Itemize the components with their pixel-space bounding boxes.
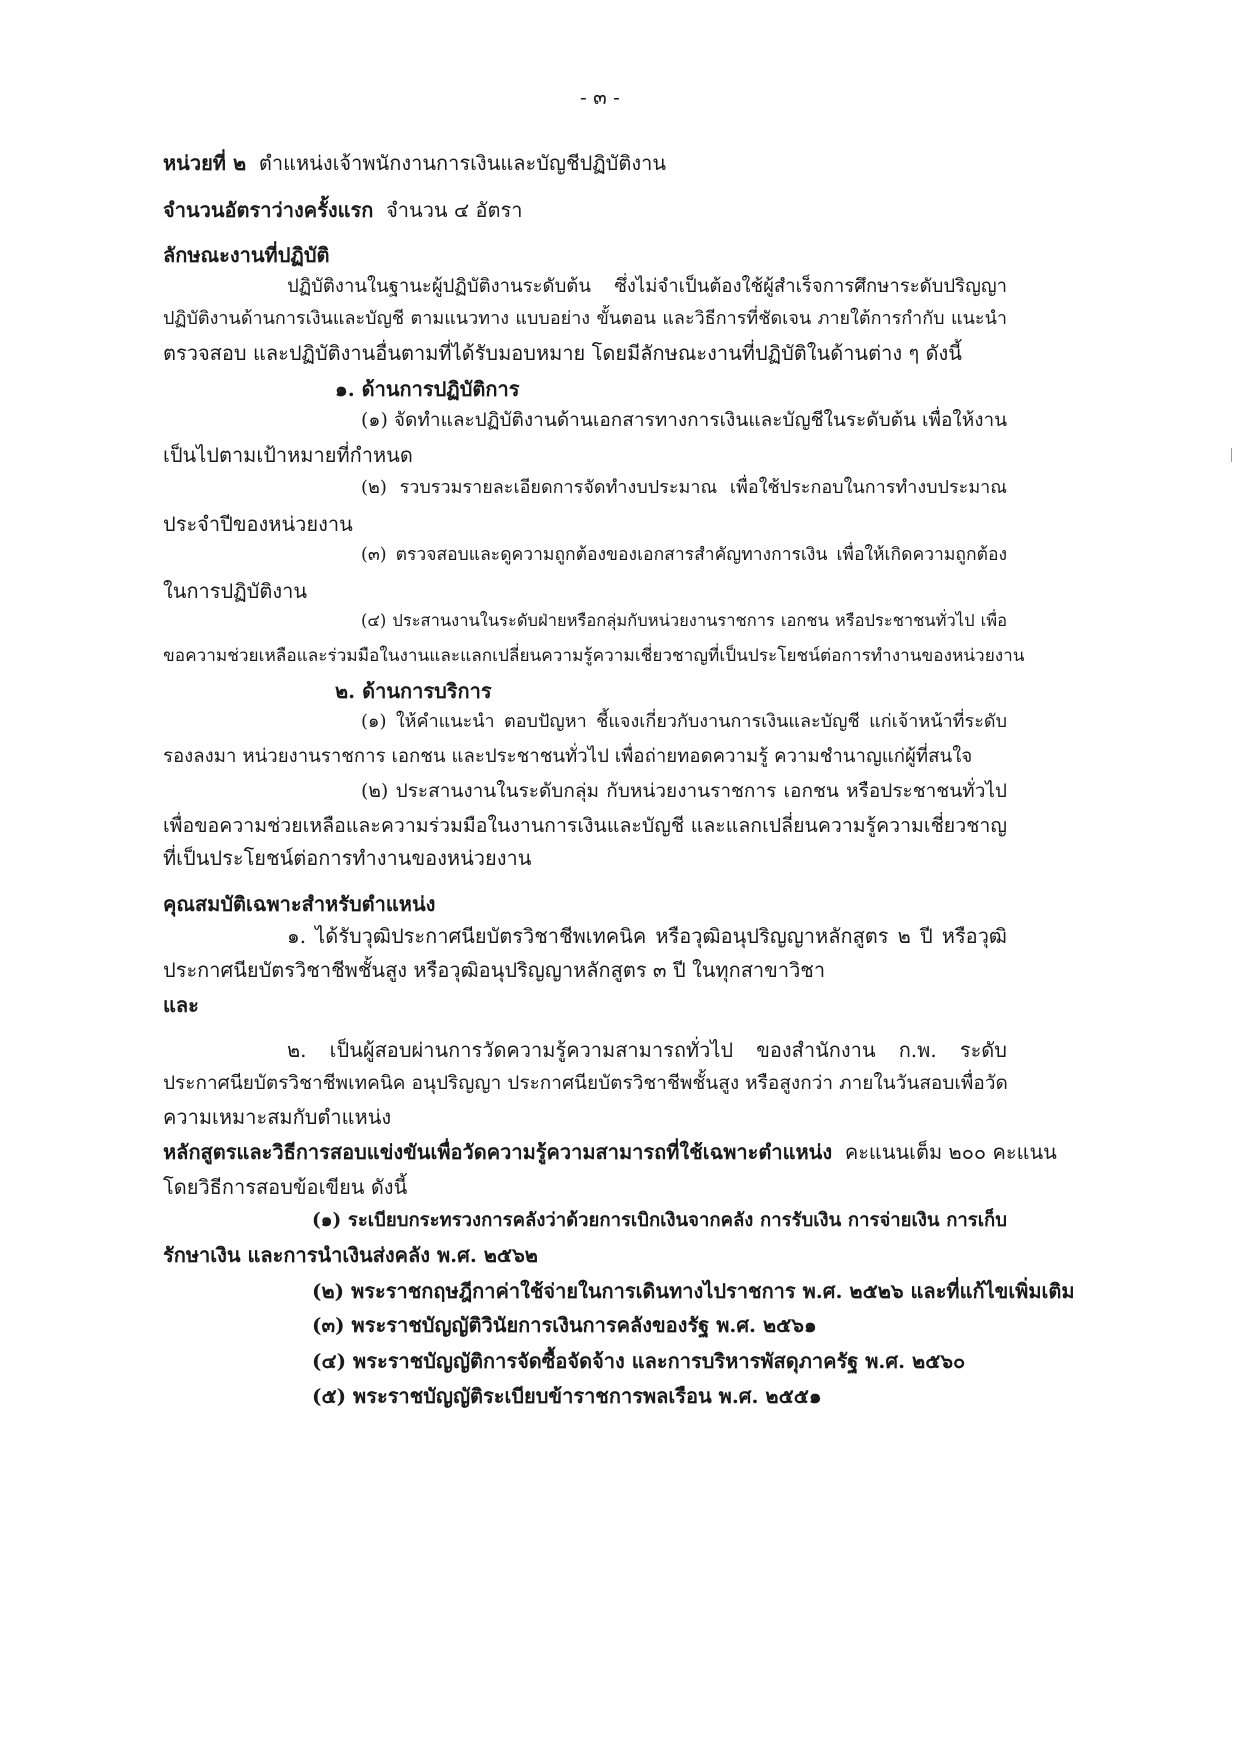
operations-item-cont: ขอความช่วยเหลือและร่วมมือในงานและแลกเปลี่ยนความรู้ความเชี่ยวชาญที่เป็นประโยชน์ต่อการทำงานของหน่วยงาน [163, 646, 1025, 666]
scan-edge-mark [1231, 448, 1232, 462]
exam-heading-score: คะแนนเต็ม ๒๐๐ คะแนน [844, 1140, 1057, 1164]
duties-intro-line: ปฏิบัติงานในฐานะผู้ปฏิบัติงานระดับต้น ซึ่งไม่จำเป็นต้องใช้ผู้สำเร็จการศึกษาระดับปริญญา [287, 276, 1007, 297]
qualification-item: ๒. เป็นผู้สอบผ่านการวัดความรู้ความสามารถทั่วไป ของสำนักงาน ก.พ. ระดับ [287, 1038, 1007, 1062]
and-connector: และ [163, 993, 199, 1017]
unit-heading [163, 148, 666, 178]
services-item: (๒) ประสานงานในระดับกลุ่ม กับหน่วยงานราชการ เอกชน หรือประชาชนทั่วไป [361, 780, 1007, 802]
operations-item: (๓) ตรวจสอบและดูความถูกต้องของเอกสารสำคัญทางการเงิน เพื่อให้เกิดความถูกต้อง [361, 545, 1007, 565]
services-item-cont: รองลงมา หน่วยงานราชการ เอกชน และประชาชนทั่วไป เพื่อถ่ายทอดความรู้ ความชำนาญแก่ผู้ที่สนใจ [163, 746, 973, 767]
operations-item: (๔) ประสานงานในระดับฝ่ายหรือกลุ่มกับหน่วยงานราชการ เอกชน หรือประชาชนทั่วไป เพื่อ [361, 611, 1007, 630]
exam-heading [163, 1137, 1057, 1167]
exam-item-cont: รักษาเงิน และการนำเงินส่งคลัง พ.ศ. ๒๕๖๒ [163, 1243, 538, 1267]
services-item-cont: เพื่อขอความช่วยเหลือและความร่วมมือในงานการเงินและบัญชี และแลกเปลี่ยนความรู้ความเชี่ยวชาญ [163, 814, 1007, 837]
operations-item: (๒) รวบรวมรายละเอียดการจัดทำงบประมาณ เพื่อใช้ประกอบในการทำงบประมาณ [361, 477, 1007, 498]
position-title: ตำแหน่งเจ้าพนักงานการเงินและบัญชีปฏิบัติงาน [258, 151, 667, 175]
operations-heading: ๑. ด้านการปฏิบัติการ [335, 377, 520, 401]
services-item-cont: ที่เป็นประโยชน์ต่อการทำงานของหน่วยงาน [163, 846, 532, 870]
qualifications-heading: คุณสมบัติเฉพาะสำหรับตำแหน่ง [163, 892, 436, 916]
unit-label: หน่วยที่ ๒ [163, 151, 247, 175]
exam-method: โดยวิธีการสอบข้อเขียน ดังนี้ [163, 1175, 408, 1199]
duties-intro-line: ตรวจสอบ และปฏิบัติงานอื่นตามที่ได้รับมอบหมาย โดยมีลักษณะงานที่ปฏิบัติในด้านต่าง ๆ ดังนี้ [163, 341, 962, 365]
services-heading: ๒. ด้านการบริการ [335, 679, 492, 703]
duties-heading: ลักษณะงานที่ปฏิบัติ [163, 243, 330, 267]
operations-item: (๑) จัดทำและปฏิบัติงานด้านเอกสารทางการเงินและบัญชีในระดับต้น เพื่อให้งาน [361, 409, 1008, 431]
operations-item-cont: ประจำปีของหน่วยงาน [163, 512, 353, 536]
page-number: - ๓ - [580, 85, 620, 109]
qualification-item: ๑. ได้รับวุฒิประกาศนียบัตรวิชาชีพเทคนิค หรือวุฒิอนุปริญญาหลักสูตร ๒ ปี หรือวุฒิ [287, 924, 1007, 948]
exam-item: (๕) พระราชบัญญัติระเบียบข้าราชการพลเรือน พ.ศ. ๒๕๕๑ [312, 1384, 822, 1408]
vacancy-line [163, 195, 522, 225]
vacancy-value: จำนวน ๔ อัตรา [386, 198, 523, 222]
qualification-item-cont: ประกาศนียบัตรวิชาชีพชั้นสูง หรือวุฒิอนุปริญญาหลักสูตร ๓ ปี ในทุกสาขาวิชา [163, 958, 826, 982]
exam-item: (๑) ระเบียบกระทรวงการคลังว่าด้วยการเบิกเงินจากคลัง การรับเงิน การจ่ายเงิน การเก็บ [312, 1210, 1007, 1231]
duties-intro-line: ปฏิบัติงานด้านการเงินและบัญชี ตามแนวทาง แบบอย่าง ขั้นตอน และวิธีการที่ชัดเจน ภายใต้การกำกับ แนะนำ [163, 308, 1007, 329]
qualification-item-cont: ประกาศนียบัตรวิชาชีพเทคนิค อนุปริญญา ประกาศนียบัตรวิชาชีพชั้นสูง หรือสูงกว่า ภายในวันสอบเพื่อวัด [163, 1072, 1008, 1094]
services-item: (๑) ให้คำแนะนำ ตอบปัญหา ชี้แจงเกี่ยวกับงานการเงินและบัญชี แก่เจ้าหน้าที่ระดับ [361, 711, 1007, 732]
qualification-item-cont: ความเหมาะสมกับตำแหน่ง [163, 1105, 392, 1129]
vacancy-label: จำนวนอัตราว่างครั้งแรก [163, 198, 374, 222]
operations-item-cont: เป็นไปตามเป้าหมายที่กำหนด [163, 443, 413, 467]
operations-item-cont: ในการปฏิบัติงาน [163, 579, 307, 603]
exam-heading-bold: หลักสูตรและวิธีการสอบแข่งขันเพื่อวัดความรู้ความสามารถที่ใช้เฉพาะตำแหน่ง [163, 1140, 833, 1164]
exam-item: (๓) พระราชบัญญัติวินัยการเงินการคลังของรัฐ พ.ศ. ๒๕๖๑ [312, 1313, 817, 1337]
exam-item: (๔) พระราชบัญญัติการจัดซื้อจัดจ้าง และการบริหารพัสดุภาครัฐ พ.ศ. ๒๕๖๐ [312, 1349, 966, 1373]
exam-item: (๒) พระราชกฤษฎีกาค่าใช้จ่ายในการเดินทางไปราชการ พ.ศ. ๒๕๒๖ และที่แก้ไขเพิ่มเติม [312, 1279, 1075, 1303]
